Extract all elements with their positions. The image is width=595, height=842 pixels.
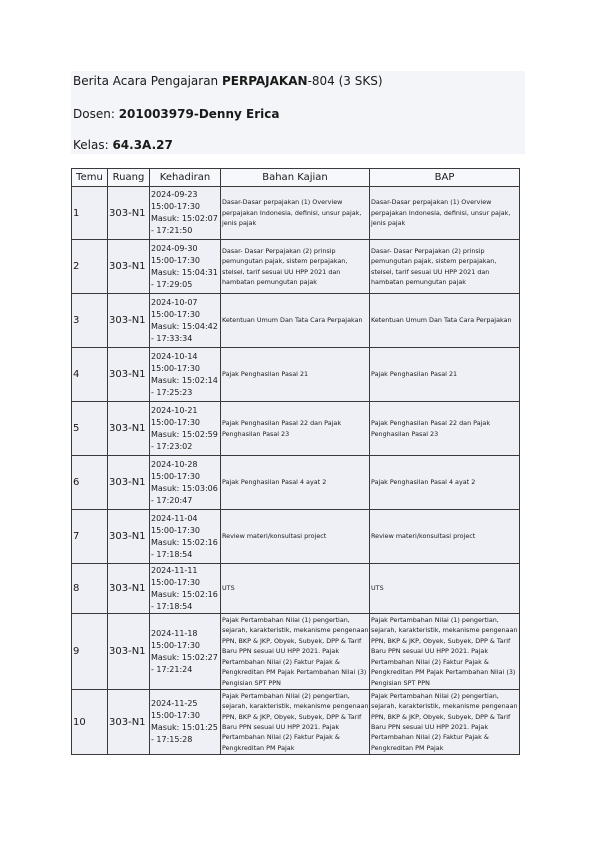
kehadiran-cell: 2024-10-07 15:00-17:30 Masuk: 15:04:42 - 17:33:34 [150, 294, 221, 348]
kehadiran-cell: 2024-11-11 15:00-17:30 Masuk: 15:02:16 - 17:18:54 [150, 564, 221, 614]
kehadiran-cell: 2024-09-30 15:00-17:30 Masuk: 15:04:31 - 17:29:05 [150, 240, 221, 294]
bahan-kajian-cell: Pajak Penghasilan Pasal 4 ayat 2 [221, 456, 370, 510]
class-value: 64.3A.27 [112, 138, 173, 152]
ruang-cell: 303-N1 [108, 614, 150, 690]
col-header-kehadiran: Kehadiran [150, 169, 221, 187]
bap-cell: Pajak Penghasilan Pasal 21 [370, 348, 520, 402]
table-row [72, 564, 520, 614]
bahan-kajian-cell: Dasar-Dasar perpajakan (1) Overview perpajakan Indonesia, definisi, unsur pajak, jenis pajak [221, 187, 370, 240]
lecturer-label: Dosen: [73, 107, 119, 121]
ruang-cell: 303-N1 [108, 456, 150, 510]
lecturer-line [73, 107, 279, 121]
col-header-bap: BAP [370, 169, 520, 187]
course-name: PERPAJAKAN [221, 74, 308, 88]
document-header [71, 71, 525, 154]
bahan-kajian-cell: Pajak Penghasilan Pasal 21 [221, 348, 370, 402]
temu-cell: 7 [72, 510, 108, 564]
kehadiran-cell: 2024-10-14 15:00-17:30 Masuk: 15:02:14 - 17:25:23 [150, 348, 221, 402]
col-header-ruang: Ruang [108, 169, 150, 187]
bahan-kajian-cell: Review materi/konsultasi project [221, 510, 370, 564]
kehadiran-cell: 2024-11-18 15:00-17:30 Masuk: 15:02:27 - 17:21:24 [150, 614, 221, 690]
bahan-kajian-cell: Ketentuan Umum Dan Tata Cara Perpajakan [221, 294, 370, 348]
temu-cell: 2 [72, 240, 108, 294]
table-row [72, 240, 520, 294]
temu-cell: 4 [72, 348, 108, 402]
bap-cell: UTS [370, 564, 520, 614]
temu-cell: 10 [72, 690, 108, 755]
bahan-kajian-cell: Pajak Pertambahan Nilai (2) pengertian, sejarah, karakteristik, mekanisme pengenaan PPN, BKP & JKP, Obyek, Subyek, DPP & Tarif Baru PPN sesuai UU HPP 2021. Pajak Pertambahan Nilai (2) Faktur Pajak & Pengkreditan PM Pajak [221, 690, 370, 755]
ruang-cell: 303-N1 [108, 348, 150, 402]
table-header-row [72, 169, 520, 187]
bahan-kajian-cell: UTS [221, 564, 370, 614]
col-header-temu: Temu [72, 169, 108, 187]
bap-cell: Pajak Penghasilan Pasal 4 ayat 2 [370, 456, 520, 510]
temu-cell: 3 [72, 294, 108, 348]
course-title-prefix: Berita Acara Pengajaran [73, 74, 222, 88]
table-row [72, 690, 520, 755]
temu-cell: 9 [72, 614, 108, 690]
table-row [72, 402, 520, 456]
bap-cell: Pajak Pertambahan Nilai (1) pengertian, sejarah, karakteristik, mekanisme pengenaan PPN, BKP & JKP, Obyek, Subyek, DPP & Tarif Baru PPN sesuai UU HPP 2021. Pajak Pertambahan Nilai (2) Faktur Pajak & Pengkreditan PM Pajak Pertambahan Nilai (3) Pengisian SPT PPN [370, 614, 520, 690]
ruang-cell: 303-N1 [108, 510, 150, 564]
ruang-cell: 303-N1 [108, 187, 150, 240]
table-row [72, 510, 520, 564]
ruang-cell: 303-N1 [108, 564, 150, 614]
ruang-cell: 303-N1 [108, 402, 150, 456]
kehadiran-cell: 2024-11-04 15:00-17:30 Masuk: 15:02:16 - 17:18:54 [150, 510, 221, 564]
course-title [73, 74, 383, 88]
table-row [72, 294, 520, 348]
table-row [72, 456, 520, 510]
kehadiran-cell: 2024-09-23 15:00-17:30 Masuk: 15:02:07 - 17:21:50 [150, 187, 221, 240]
bahan-kajian-cell: Pajak Pertambahan Nilai (1) pengertian, sejarah, karakteristik, mekanisme pengenaan PPN, BKP & JKP, Obyek, Subyek, DPP & Tarif Baru PPN sesuai UU HPP 2021. Pajak Pertambahan Nilai (2) Faktur Pajak & Pengkreditan PM Pajak Pertambahan Nilai (3) Pengisian SPT PPN [221, 614, 370, 690]
temu-cell: 1 [72, 187, 108, 240]
table-row [72, 187, 520, 240]
temu-cell: 6 [72, 456, 108, 510]
bap-cell: Pajak Pertambahan Nilai (2) pengertian, sejarah, karakteristik, mekanisme pengenaan PPN, BKP & JKP, Obyek, Subyek, DPP & Tarif Baru PPN sesuai UU HPP 2021. Pajak Pertambahan Nilai (2) Faktur Pajak & Pengkreditan PM Pajak [370, 690, 520, 755]
lecturer-value: 201003979-Denny Erica [118, 107, 280, 121]
kehadiran-cell: 2024-10-28 15:00-17:30 Masuk: 15:03:06 - 17:20:47 [150, 456, 221, 510]
temu-cell: 8 [72, 564, 108, 614]
kehadiran-cell: 2024-11-25 15:00-17:30 Masuk: 15:01:25 - 17:15:28 [150, 690, 221, 755]
bahan-kajian-cell: Pajak Penghasilan Pasal 22 dan Pajak Penghasilan Pasal 23 [221, 402, 370, 456]
bap-cell: Ketentuan Umum Dan Tata Cara Perpajakan [370, 294, 520, 348]
bahan-kajian-cell: Dasar- Dasar Perpajakan (2) prinsip pemungutan pajak, sistem perpajakan, stelsel, tarif sesuai UU HPP 2021 dan hambatan pemungutan pajak [221, 240, 370, 294]
col-header-bahan-kajian: Bahan Kajian [221, 169, 370, 187]
bap-cell: Dasar-Dasar perpajakan (1) Overview perpajakan Indonesia, definisi, unsur pajak, jenis pajak [370, 187, 520, 240]
bap-cell: Pajak Penghasilan Pasal 22 dan Pajak Penghasilan Pasal 23 [370, 402, 520, 456]
attendance-table [71, 168, 520, 755]
class-line [73, 138, 173, 152]
class-label: Kelas: [73, 138, 113, 152]
ruang-cell: 303-N1 [108, 294, 150, 348]
course-code: -804 (3 SKS) [307, 74, 383, 88]
kehadiran-cell: 2024-10-21 15:00-17:30 Masuk: 15:02:59 - 17:23:02 [150, 402, 221, 456]
ruang-cell: 303-N1 [108, 240, 150, 294]
ruang-cell: 303-N1 [108, 690, 150, 755]
bap-cell: Review materi/konsultasi project [370, 510, 520, 564]
temu-cell: 5 [72, 402, 108, 456]
bap-cell: Dasar- Dasar Perpajakan (2) prinsip pemungutan pajak, sistem perpajakan, stelsel, tarif sesuai UU HPP 2021 dan hambatan pemungutan pajak [370, 240, 520, 294]
table-row [72, 348, 520, 402]
table-row [72, 614, 520, 690]
